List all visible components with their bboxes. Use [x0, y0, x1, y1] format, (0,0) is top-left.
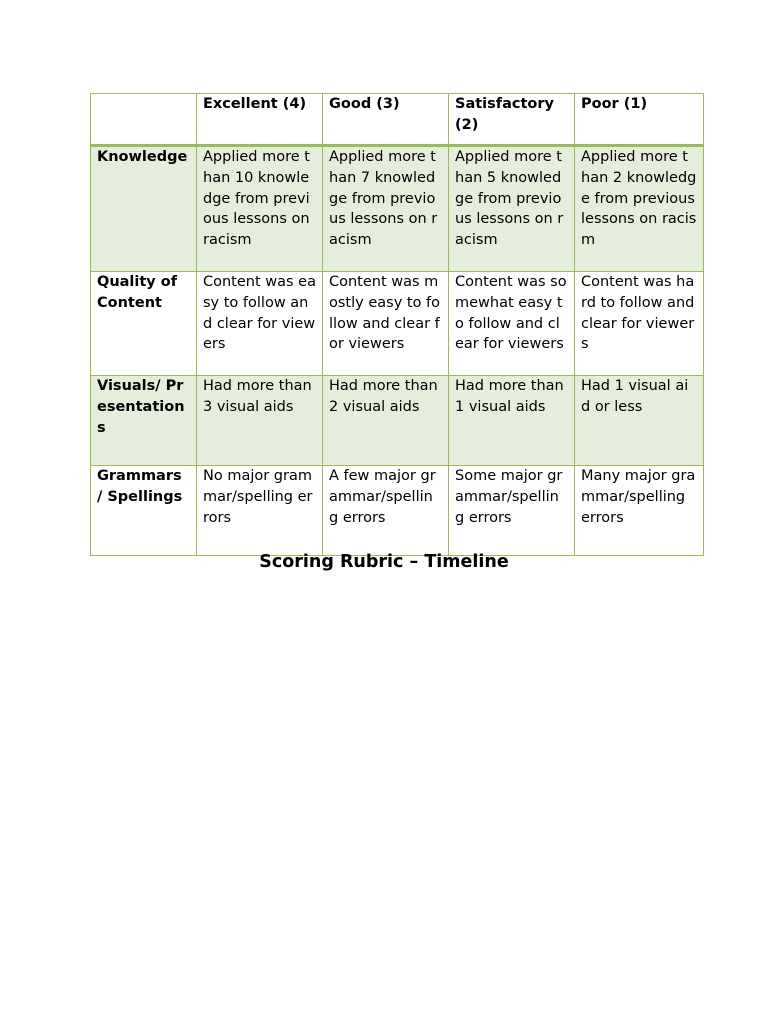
row-label: Quality of Content — [91, 272, 197, 376]
table-cell: No major grammar/spelling errors — [197, 466, 323, 556]
header-cell-empty — [91, 94, 197, 146]
row-label: Grammars / Spellings — [91, 466, 197, 556]
header-cell-excellent: Excellent (4) — [197, 94, 323, 146]
header-cell-satisfactory: Satisfactory (2) — [449, 94, 575, 146]
table-cell: Applied more than 2 knowledge from previous lessons on racism — [575, 146, 704, 272]
row-label: Visuals/ Presentations — [91, 376, 197, 466]
table-cell: Many major grammar/spelling errors — [575, 466, 704, 556]
table-row-quality-of-content — [91, 272, 704, 376]
table-cell: A few major grammar/spelling errors — [323, 466, 449, 556]
scoring-rubric-table — [90, 93, 704, 556]
table-cell: Applied more than 5 knowledge from previous lessons on racism — [449, 146, 575, 272]
caption-text: Scoring Rubric – Timeline — [259, 552, 509, 572]
table-cell: Content was somewhat easy to follow and clear for viewers — [449, 272, 575, 376]
table-cell: Applied more than 10 knowledge from previous lessons on racism — [197, 146, 323, 272]
header-cell-poor: Poor (1) — [575, 94, 704, 146]
table-cell: Had more than 2 visual aids — [323, 376, 449, 466]
row-label: Knowledge — [91, 146, 197, 272]
table-cell: Some major grammar/spelling errors — [449, 466, 575, 556]
table-cell: Content was easy to follow and clear for viewers — [197, 272, 323, 376]
table-cell: Applied more than 7 knowledge from previous lessons on racism — [323, 146, 449, 272]
table-header-row — [91, 94, 704, 146]
table-cell: Had more than 1 visual aids — [449, 376, 575, 466]
table-row-knowledge — [91, 146, 704, 272]
table-cell: Had more than 3 visual aids — [197, 376, 323, 466]
table-row-grammars — [91, 466, 704, 556]
table-cell: Content was hard to follow and clear for viewers — [575, 272, 704, 376]
table-cell: Content was mostly easy to follow and clear for viewers — [323, 272, 449, 376]
table-caption — [0, 550, 768, 574]
header-cell-good: Good (3) — [323, 94, 449, 146]
table-row-visuals — [91, 376, 704, 466]
table-cell: Had 1 visual aid or less — [575, 376, 704, 466]
